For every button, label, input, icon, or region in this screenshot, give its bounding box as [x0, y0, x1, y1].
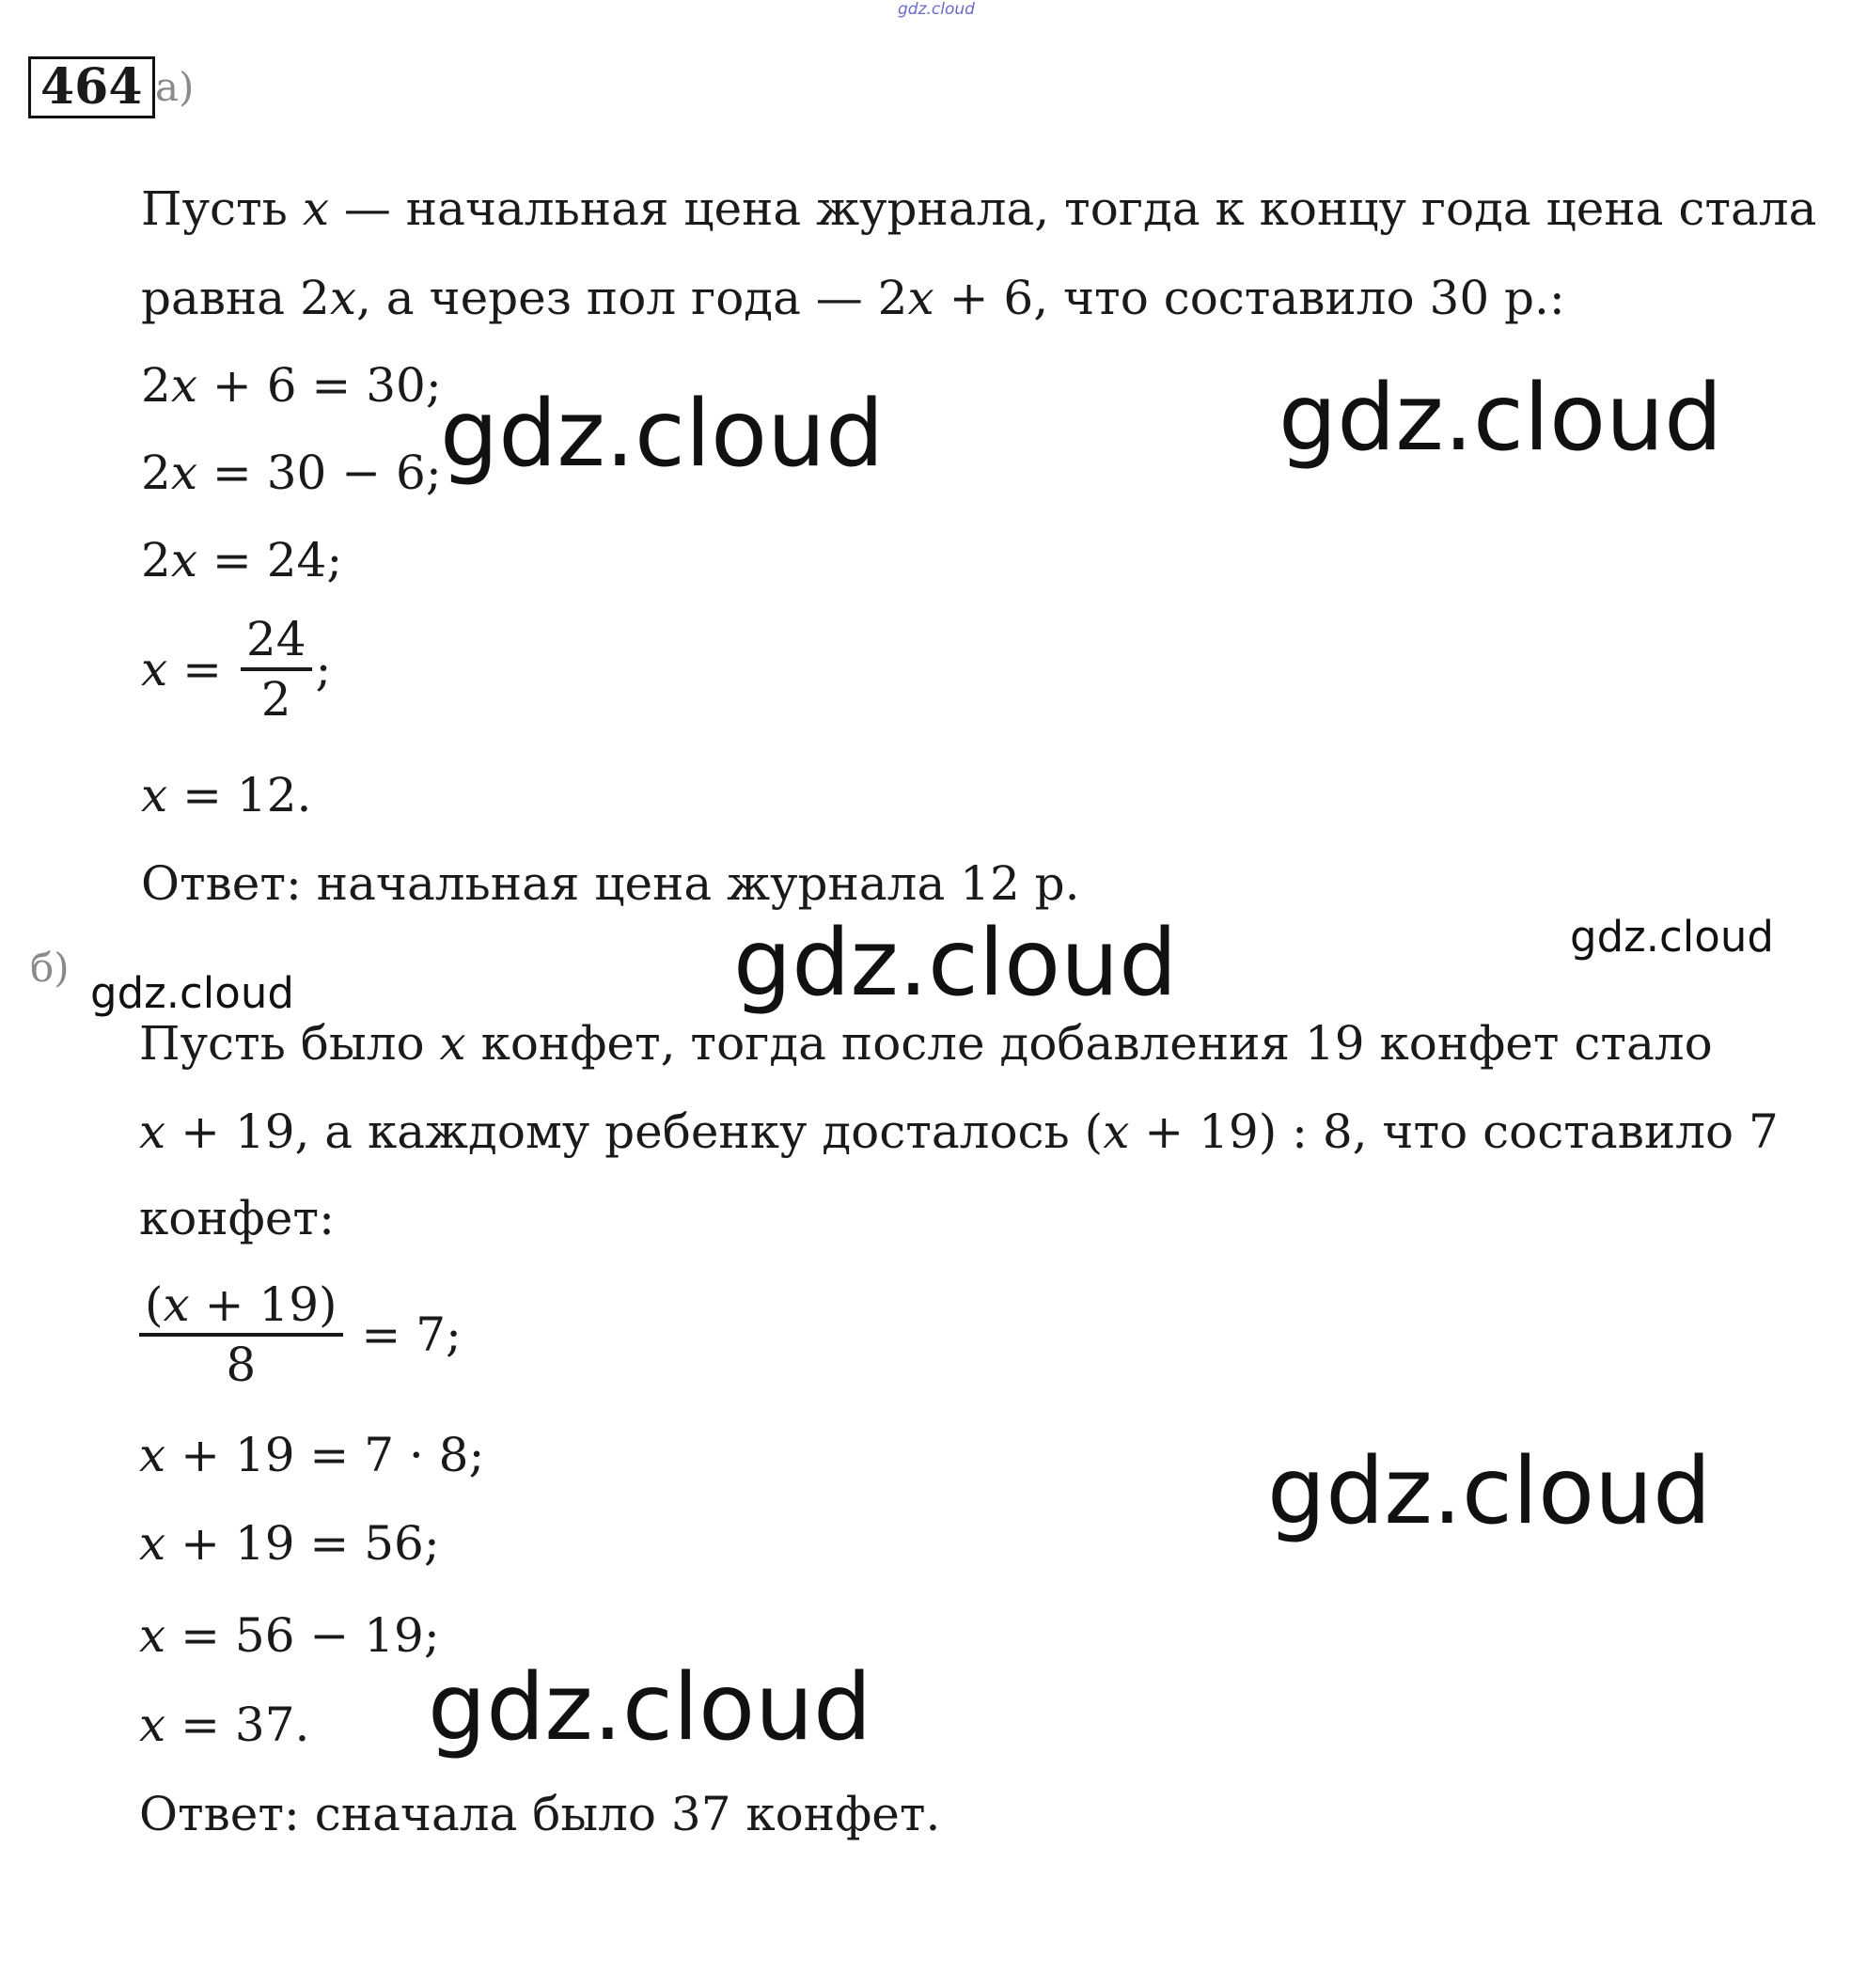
part-b-text-line-2: x + 19, а каждому ребенку досталось (x + 19) : 8, что составило 7 [139, 1104, 1779, 1159]
part-a-equation-3: 2x = 24; [141, 533, 343, 587]
part-a-text-line-2: равна 2x, а через пол года — 2x + 6, что составило 30 р.: [141, 271, 1565, 325]
watermark: gdz.cloud [1570, 912, 1774, 962]
part-a-text-line-1: Пусть x — начальная цена журнала, тогда к концу года цена стала [141, 181, 1817, 236]
part-b-equation-4: x = 56 − 19; [139, 1608, 440, 1663]
part-b-text-line-1: Пусть было x конфет, тогда после добавления 19 конфет стало [139, 1016, 1713, 1071]
task-number: 464 [28, 56, 155, 118]
watermark: gdz.cloud [1279, 365, 1723, 472]
part-b-text-line-3: конфет: [139, 1191, 335, 1245]
part-b-equation-1: $\frac{(x + 19)}{8}$ = 7; [139, 1276, 462, 1393]
watermark: gdz.cloud [440, 381, 885, 488]
part-a-label: а) [155, 64, 195, 110]
watermark: gdz.cloud [733, 910, 1178, 1017]
fraction-24-over-2: $\frac{24}{2}$ [241, 611, 312, 728]
part-a-equation-2: 2x = 30 − 6; [141, 446, 442, 500]
part-b-equation-3: x + 19 = 56; [139, 1516, 440, 1571]
part-a-answer: Ответ: начальная цена журнала 12 р. [141, 856, 1080, 911]
fraction-x-plus-19-over-8: $\frac{(x + 19)}{8}$ [139, 1276, 343, 1393]
part-b-answer: Ответ: сначала было 37 конфет. [139, 1787, 941, 1841]
part-a-equation-4: x = $\frac{24}{2}$ ; [141, 612, 332, 727]
part-a-equation-5: x = 12. [141, 768, 312, 822]
watermark: gdz.cloud [428, 1654, 872, 1761]
watermark: gdz.cloud [1267, 1438, 1712, 1545]
part-a-equation-1: 2x + 6 = 30; [141, 358, 442, 413]
watermark: gdz.cloud [90, 968, 294, 1018]
top-watermark: gdz.cloud [898, 0, 975, 19]
part-b-label: б) [30, 945, 70, 991]
part-b-equation-5: x = 37. [139, 1698, 310, 1752]
part-b-equation-2: x + 19 = 7 · 8; [139, 1428, 485, 1482]
